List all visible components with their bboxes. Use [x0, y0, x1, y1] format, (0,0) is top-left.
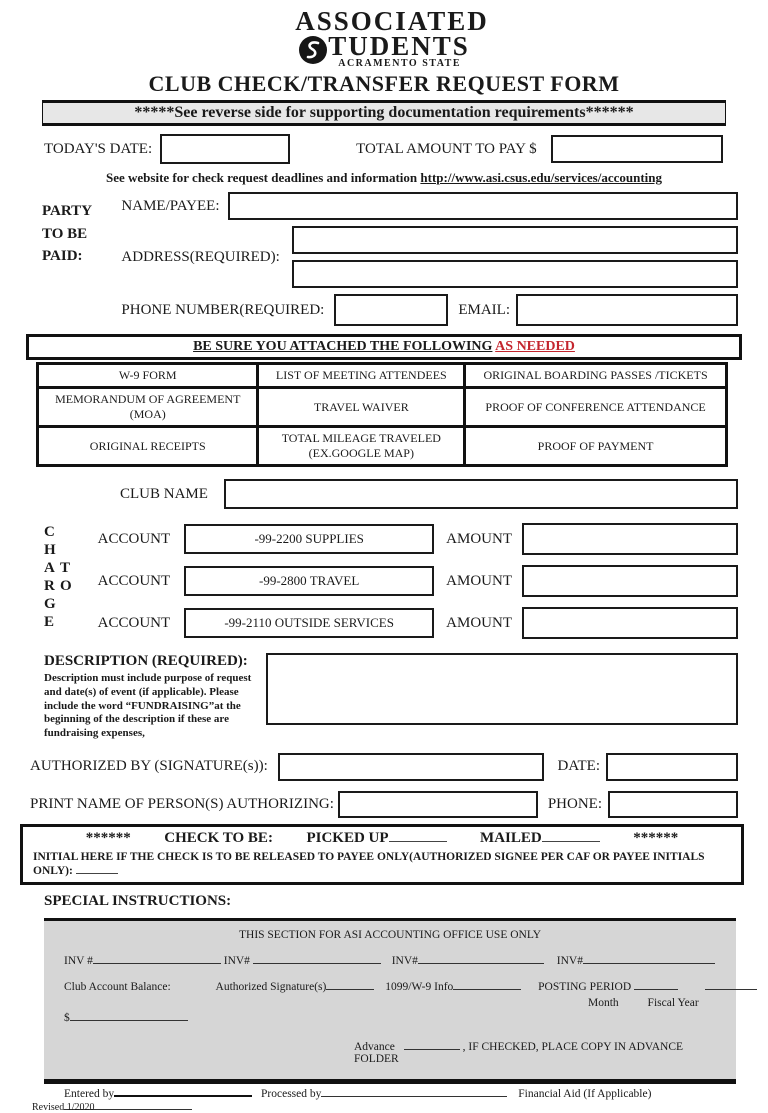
total-amount-input[interactable]	[551, 135, 723, 163]
inv-blank-4[interactable]	[583, 954, 715, 964]
authorized-signatures-label: Authorized Signature(s)	[215, 980, 327, 993]
mailed-label: MAILED	[480, 829, 542, 846]
club-name-row	[120, 479, 738, 509]
address-input-line2[interactable]	[292, 260, 738, 288]
attachments-header-text: BE SURE YOU ATTACHED THE FOLLOWING	[193, 339, 493, 354]
as-logo	[30, 8, 738, 69]
account-label: ACCOUNT	[97, 614, 171, 631]
logo-text-students: TUDENTS	[328, 31, 470, 61]
initial-here-blank[interactable]	[76, 863, 118, 874]
initial-here-label: INITIAL HERE IF THE CHECK IS TO BE RELEASED TO PAYEE ONLY(AUTHORIZED SIGNEE PER CAF OR PAYEE INITIALS ONLY):	[33, 850, 705, 877]
authorized-signatures-blank[interactable]	[326, 980, 374, 990]
amount-label: AMOUNT	[446, 530, 512, 547]
amount-travel-input[interactable]	[522, 565, 738, 597]
attachment-cell-conference: PROOF OF CONFERENCE ATTENDANCE	[465, 388, 727, 427]
todays-date-input[interactable]	[160, 134, 290, 164]
account-travel-box[interactable]: -99-2800 TRAVEL	[184, 566, 434, 596]
charge-to-section	[30, 523, 738, 639]
office-inv-line	[64, 954, 716, 967]
logo-text-associated: ASSOCIATED	[295, 6, 489, 36]
email-input[interactable]	[516, 294, 738, 326]
name-payee-label: NAME/PAYEE:	[121, 197, 220, 214]
club-name-input[interactable]	[224, 479, 738, 509]
email-label: EMAIL:	[458, 301, 510, 318]
attachment-cell-mileage: TOTAL MILEAGE TRAVELED (EX.GOOGLE MAP)	[258, 427, 465, 466]
party-heading: PARTY TO BE PAID:	[42, 203, 93, 264]
fiscal-year-label: Fiscal Year	[647, 996, 699, 1009]
attachment-cell-payment: PROOF OF PAYMENT	[465, 427, 727, 466]
accounting-website-link[interactable]: http://www.asi.csus.edu/services/accounting	[420, 170, 662, 185]
name-payee-input[interactable]	[228, 192, 739, 220]
authorized-signature-input[interactable]	[278, 753, 544, 781]
account-label: ACCOUNT	[97, 530, 171, 547]
attachments-row	[38, 364, 727, 388]
amount-label: AMOUNT	[446, 572, 512, 589]
office-dollar-line	[64, 1011, 716, 1024]
amount-supplies-input[interactable]	[522, 523, 738, 555]
authorizer-phone-label: PHONE:	[547, 795, 602, 812]
attachment-cell-waiver: TRAVEL WAIVER	[258, 388, 465, 427]
account-supplies-box[interactable]: -99-2200 SUPPLIES	[184, 524, 434, 554]
picked-up-blank[interactable]	[389, 831, 447, 842]
office-use-box	[44, 918, 736, 1100]
inv-blank-2[interactable]	[253, 954, 381, 964]
signature-date-label: DATE:	[557, 758, 600, 775]
inv-label-1: INV #	[64, 954, 93, 967]
entered-by-label: Entered by	[64, 1087, 115, 1100]
description-heading: DESCRIPTION (REQUIRED):	[44, 653, 248, 669]
inv-label-3: INV#	[391, 954, 418, 967]
total-amount-label: TOTAL AMOUNT TO PAY $	[356, 140, 537, 157]
w9-info-label: 1099/W-9 Info	[385, 980, 454, 993]
attachments-header-as-needed: AS NEEDED	[495, 339, 575, 354]
picked-up-label: PICKED UP	[306, 829, 389, 846]
mailed-blank[interactable]	[542, 831, 600, 842]
posting-month-blank[interactable]	[634, 980, 678, 990]
description-textarea[interactable]	[266, 653, 738, 725]
attachments-header	[26, 334, 742, 360]
office-month-fy-line	[64, 997, 716, 1009]
office-balance-line	[64, 980, 716, 993]
account-label: ACCOUNT	[97, 572, 171, 589]
print-name-label: PRINT NAME OF PERSON(S) AUTHORIZING:	[30, 795, 334, 812]
club-balance-amount-blank[interactable]	[70, 1011, 188, 1021]
posting-period-label: POSTING PERIOD	[538, 980, 632, 993]
club-balance-label: Club Account Balance:	[64, 980, 171, 993]
check-to-be-box	[20, 824, 744, 885]
signature-date-input[interactable]	[606, 753, 738, 781]
account-outside-services-box[interactable]: -99-2110 OUTSIDE SERVICES	[184, 608, 434, 638]
charge-to-vertical-label: C H A T R O G E	[44, 524, 72, 630]
charge-row-outside-services	[80, 607, 738, 639]
print-name-input[interactable]	[338, 791, 538, 818]
attachment-cell-boarding: ORIGINAL BOARDING PASSES /TICKETS	[465, 364, 727, 388]
advance-blank[interactable]	[404, 1040, 460, 1050]
authorized-by-row	[30, 753, 738, 781]
advance-instruction: , IF CHECKED, PLACE COPY IN ADVANCE FOLDER	[354, 1040, 684, 1065]
authorized-by-label: AUTHORIZED BY (SIGNATURE(s)):	[30, 758, 268, 775]
processed-by-label: Processed by	[261, 1087, 322, 1100]
revised-note: Revised 1/2020	[32, 1101, 95, 1113]
address-label: ADDRESS(REQUIRED):	[121, 248, 280, 265]
print-name-row	[30, 791, 738, 818]
attachment-cell-attendees: LIST OF MEETING ATTENDEES	[258, 364, 465, 388]
address-input-line1[interactable]	[292, 226, 738, 254]
as-logo-s-icon	[298, 35, 328, 65]
stars-left: ******	[85, 829, 131, 846]
reverse-side-banner: *****See reverse side for supporting documentation requirements******	[42, 100, 726, 126]
party-to-be-paid-section	[30, 192, 738, 326]
inv-label-4: INV#	[556, 954, 583, 967]
processed-by-blank[interactable]	[321, 1087, 507, 1097]
charge-row-supplies	[80, 523, 738, 555]
inv-blank-3[interactable]	[418, 954, 544, 964]
advance-label: Advance	[354, 1040, 395, 1053]
amount-outside-services-input[interactable]	[522, 607, 738, 639]
posting-fiscal-blank[interactable]	[705, 980, 757, 990]
month-label: Month	[588, 996, 619, 1009]
attachments-table	[36, 362, 728, 467]
amount-label: AMOUNT	[446, 614, 512, 631]
website-note	[30, 170, 738, 186]
authorizer-phone-input[interactable]	[608, 791, 738, 818]
club-name-label: CLUB NAME	[120, 485, 208, 502]
check-to-be-label: CHECK TO BE:	[164, 829, 273, 846]
entered-by-blank[interactable]	[114, 1087, 252, 1097]
phone-number-input[interactable]	[334, 294, 448, 326]
phone-number-label: PHONE NUMBER(REQUIRED:	[121, 301, 325, 318]
page-title: CLUB CHECK/TRANSFER REQUEST FORM	[148, 71, 620, 96]
office-advance-line	[354, 1040, 716, 1065]
stars-right: ******	[633, 829, 679, 846]
attachments-row	[38, 427, 727, 466]
todays-date-label: TODAY'S DATE:	[44, 140, 153, 157]
inv-blank-1[interactable]	[93, 954, 221, 964]
special-instructions-label: SPECIAL INSTRUCTIONS:	[44, 892, 232, 909]
description-section	[30, 653, 738, 741]
office-use-title: THIS SECTION FOR ASI ACCOUNTING OFFICE USE ONLY	[238, 928, 542, 941]
attachment-cell-w9: W-9 FORM	[38, 364, 258, 388]
inv-label-2: INV#	[223, 954, 250, 967]
financial-aid-label: Financial Aid (If Applicable)	[518, 1087, 652, 1100]
logo-text-sacramento-state: ACRAMENTO STATE	[338, 58, 462, 69]
description-note: Description must include purpose of request and date(s) of event (if applicable). Please include the word “FUNDRAISING”at the beginning of the description if these are fundraising expenses,	[44, 672, 252, 739]
date-amount-row	[44, 134, 734, 164]
attachment-cell-receipts: ORIGINAL RECEIPTS	[38, 427, 258, 466]
website-note-text: See website for check request deadlines and information	[106, 170, 418, 185]
w9-info-blank[interactable]	[453, 980, 521, 990]
charge-row-travel	[80, 565, 738, 597]
attachment-cell-moa: MEMORANDUM OF AGREEMENT (MOA)	[38, 388, 258, 427]
attachments-row	[38, 388, 727, 427]
dollar-sign: $	[64, 1011, 70, 1024]
